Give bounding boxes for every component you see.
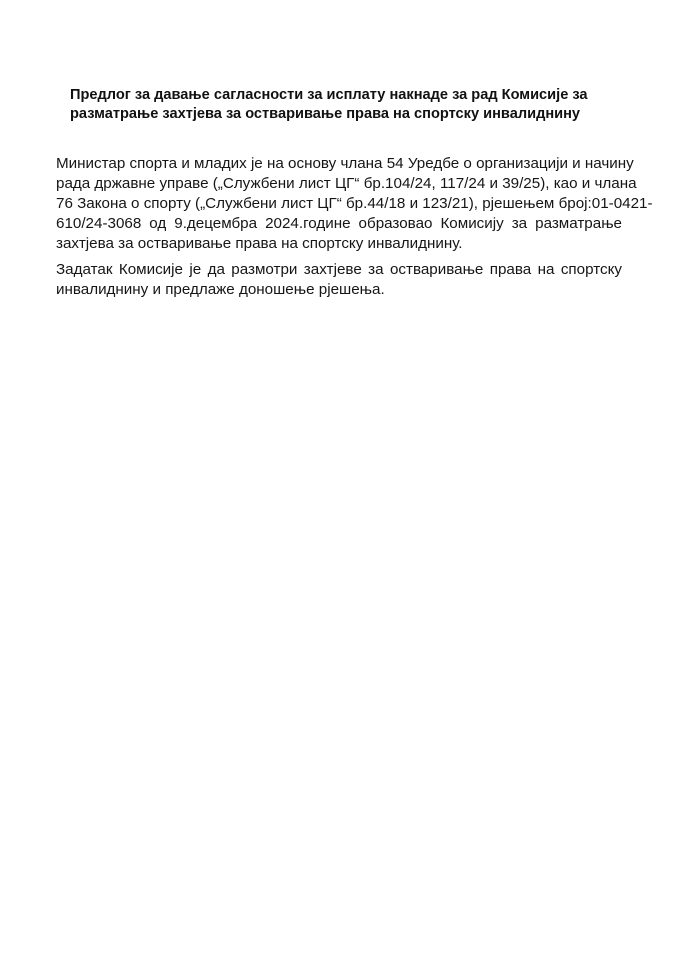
document-title [70,86,630,123]
paragraph-line: 76 Закона о спорту („Службени лист ЦГ“ бр.44/18 и 123/21), рјешењем број:01-0421- [56,195,653,212]
paragraph-commission-formation [56,154,653,254]
title-line: Предлог за давање сагласности за исплату накнаде за рад Комисије за [70,87,588,103]
paragraph-commission-task [56,260,622,300]
paragraph-line: рада државне управе („Службени лист ЦГ“ бр.104/24, 117/24 и 39/25), као и члана [56,175,637,192]
paragraph-line: захтјева за остваривање права на спортску инвалиднину. [56,235,463,252]
paragraph-line: инвалиднину и предлаже доношење рјешења. [56,281,385,298]
paragraph-line: Министар спорта и младих је на основу члана 54 Уредбе о организацији и начину [56,155,634,172]
title-line: разматрање захтјева за остваривање права на спортску инвалиднину [70,105,581,122]
paragraph-line: 610/24-3068 од 9.децембра 2024.године образовао Комисију за разматрање [56,215,622,232]
paragraph-line: Задатак Комисије је да размотри захтјеве за остваривање права на спортску [56,261,622,278]
